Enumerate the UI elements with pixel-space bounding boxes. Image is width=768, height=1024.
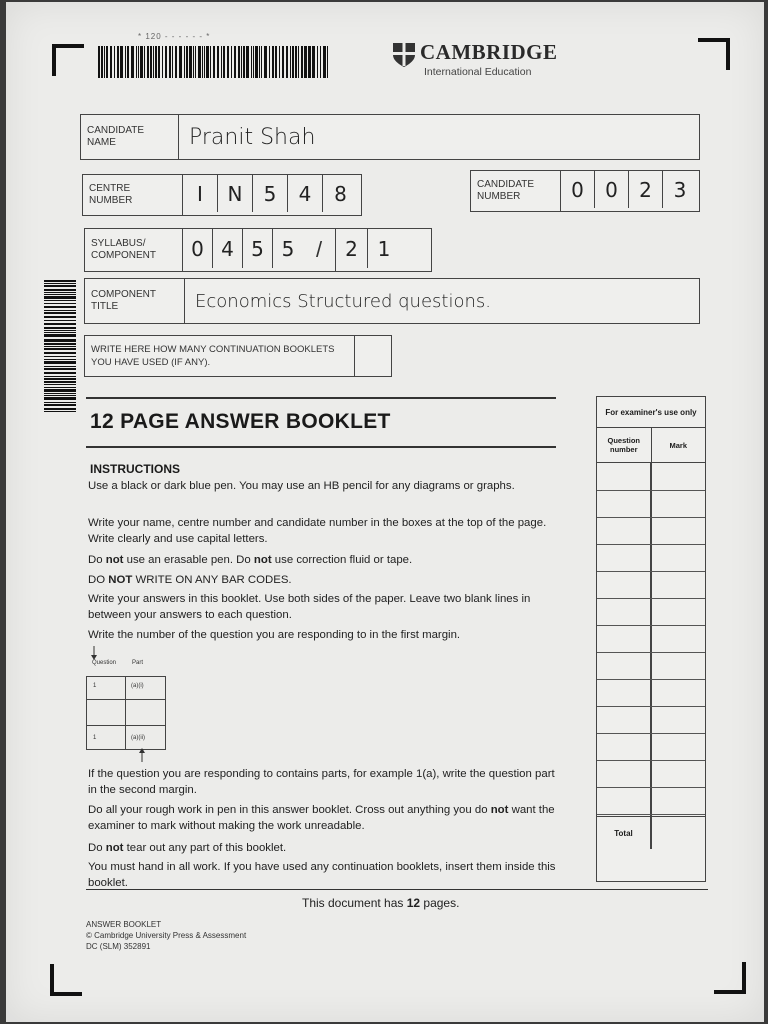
instruction-hand-in: You must hand in all work. If you have used any continuation booklets, insert them inside this booklet. bbox=[88, 861, 556, 889]
barcode-caption: * 120 - - - - - - * bbox=[138, 32, 211, 41]
mini-col-part: Part bbox=[132, 660, 144, 666]
candidate-number-cells bbox=[561, 171, 697, 211]
title-rule-bottom bbox=[86, 446, 556, 448]
centre-number-cells bbox=[183, 175, 358, 215]
instruction-first-margin: Write the number of the question you are responding to in the first margin. bbox=[88, 629, 461, 641]
digit-cell[interactable]: 2 bbox=[336, 229, 368, 268]
examiner-table bbox=[596, 396, 706, 882]
examiner-total-mark[interactable] bbox=[650, 816, 706, 849]
examiner-row-line bbox=[597, 625, 705, 626]
corner-mark-top-right bbox=[698, 38, 730, 70]
mini-col-question: Question bbox=[92, 660, 117, 666]
mini-row2-p: (a)(ii) bbox=[131, 735, 145, 741]
digit-cell[interactable]: 0 bbox=[561, 171, 595, 208]
centre-number-field[interactable] bbox=[82, 174, 362, 216]
examiner-row-line bbox=[597, 760, 705, 761]
examiner-row-line bbox=[597, 787, 705, 788]
digit-cell[interactable]: 8 bbox=[334, 181, 347, 206]
footer bbox=[86, 919, 246, 952]
digit-cell[interactable]: 4 bbox=[213, 229, 243, 268]
shield-icon bbox=[392, 42, 416, 68]
cambridge-logo bbox=[392, 40, 558, 78]
instruction-rough-work: Do all your rough work in pen in this answer booklet. Cross out anything you do not want the examiner to mark without making the work unreadable. bbox=[88, 804, 555, 832]
syllabus-slash: / bbox=[315, 237, 323, 262]
digit-cell[interactable]: 3 bbox=[673, 177, 687, 202]
examiner-row-line bbox=[597, 814, 705, 815]
side-barcode bbox=[44, 280, 76, 414]
title-rule-top bbox=[86, 397, 556, 399]
arrow-icon bbox=[86, 644, 176, 774]
digit-cell[interactable]: 4 bbox=[288, 175, 323, 212]
component-cells bbox=[335, 229, 400, 271]
instruction-erasable: Do not use an erasable pen. Do not use correction fluid or tape. bbox=[88, 554, 413, 566]
candidate-name-value: Pranit Shah bbox=[189, 124, 316, 150]
digit-cell[interactable]: 5 bbox=[243, 229, 273, 268]
continuation-booklets-field[interactable] bbox=[84, 335, 392, 377]
corner-mark-bottom-left bbox=[50, 964, 82, 996]
instruction-name: Write your name, centre number and candidate number in the boxes at the top of the page. Write clearly and use capital letters. bbox=[88, 517, 547, 545]
examiner-row-line bbox=[597, 679, 705, 680]
candidate-name-label: CANDIDATE NAME bbox=[81, 115, 179, 159]
corner-mark-bottom-right bbox=[714, 962, 746, 994]
component-title-field[interactable] bbox=[84, 278, 700, 324]
syllabus-component-field[interactable] bbox=[84, 228, 432, 272]
syllabus-cells bbox=[183, 229, 303, 271]
examiner-row-line bbox=[597, 598, 705, 599]
logo-name: CAMBRIDGE bbox=[420, 40, 558, 64]
examiner-total: Total bbox=[597, 816, 650, 849]
mini-row1-q: 1 bbox=[93, 683, 97, 689]
centre-number-label: CENTRE NUMBER bbox=[83, 175, 183, 215]
examiner-divider bbox=[650, 463, 652, 849]
margin-example-diagram bbox=[86, 660, 176, 770]
candidate-number-field[interactable] bbox=[470, 170, 700, 212]
examiner-row-line bbox=[597, 706, 705, 707]
examiner-row-line bbox=[597, 517, 705, 518]
examiner-row-line bbox=[597, 733, 705, 734]
component-title-label: COMPONENT TITLE bbox=[85, 279, 185, 323]
logo-subtitle: International Education bbox=[424, 66, 532, 78]
digit-cell[interactable]: 0 bbox=[183, 229, 213, 268]
mini-row1-p: (a)(i) bbox=[131, 683, 144, 689]
digit-cell[interactable]: 2 bbox=[629, 171, 663, 208]
digit-cell[interactable]: 0 bbox=[595, 171, 629, 208]
digit-cell[interactable]: 1 bbox=[377, 236, 391, 261]
examiner-col-mark: Mark bbox=[669, 440, 687, 450]
instruction-second-margin: If the question you are responding to contains parts, for example 1(a), write the question part in the second margin. bbox=[88, 768, 555, 796]
examiner-row-line bbox=[597, 571, 705, 572]
answer-booklet-page bbox=[6, 2, 764, 1022]
examiner-row-line bbox=[597, 544, 705, 545]
digit-cell[interactable]: I bbox=[183, 175, 218, 212]
digit-cell[interactable]: N bbox=[218, 175, 253, 212]
examiner-grid bbox=[597, 463, 705, 849]
corner-mark-top-left bbox=[52, 44, 84, 76]
instruction-barcodes: DO NOT WRITE ON ANY BAR CODES. bbox=[88, 574, 292, 586]
candidate-name-field[interactable] bbox=[80, 114, 700, 160]
footer-rule bbox=[86, 889, 708, 890]
examiner-heading: For examiner's use only bbox=[597, 397, 705, 428]
mini-row2-q: 1 bbox=[93, 735, 97, 741]
instruction-pen: Use a black or dark blue pen. You may use an HB pencil for any diagrams or graphs. bbox=[88, 480, 515, 492]
examiner-row-line bbox=[597, 652, 705, 653]
footer-copyright: © Cambridge University Press & Assessment bbox=[86, 931, 247, 940]
digit-cell[interactable]: 5 bbox=[281, 236, 295, 261]
instructions-heading: INSTRUCTIONS bbox=[90, 462, 180, 476]
footer-line-1: ANSWER BOOKLET bbox=[86, 920, 162, 929]
footer-code: DC (SLM) 352891 bbox=[86, 942, 151, 951]
examiner-row-line bbox=[597, 490, 705, 491]
syllabus-component-label: SYLLABUS/ COMPONENT bbox=[85, 229, 183, 271]
booklet-title: 12 PAGE ANSWER BOOKLET bbox=[90, 410, 391, 433]
instruction-answers: Write your answers in this booklet. Use both sides of the paper. Leave two blank lines in between your answers to each question. bbox=[88, 593, 531, 621]
continuation-booklets-label: WRITE HERE HOW MANY CONTINUATION BOOKLETS YOU HAVE USED (IF ANY). bbox=[85, 336, 355, 376]
examiner-col-question: Question number bbox=[597, 428, 652, 462]
document-page-count: This document has 12 pages. bbox=[302, 896, 460, 910]
component-title-value: Economics Structured questions. bbox=[195, 290, 491, 312]
instruction-tear: Do not tear out any part of this booklet. bbox=[88, 842, 287, 854]
top-barcode bbox=[98, 46, 330, 78]
candidate-number-label: CANDIDATE NUMBER bbox=[471, 171, 561, 211]
digit-cell[interactable]: 5 bbox=[253, 175, 288, 212]
